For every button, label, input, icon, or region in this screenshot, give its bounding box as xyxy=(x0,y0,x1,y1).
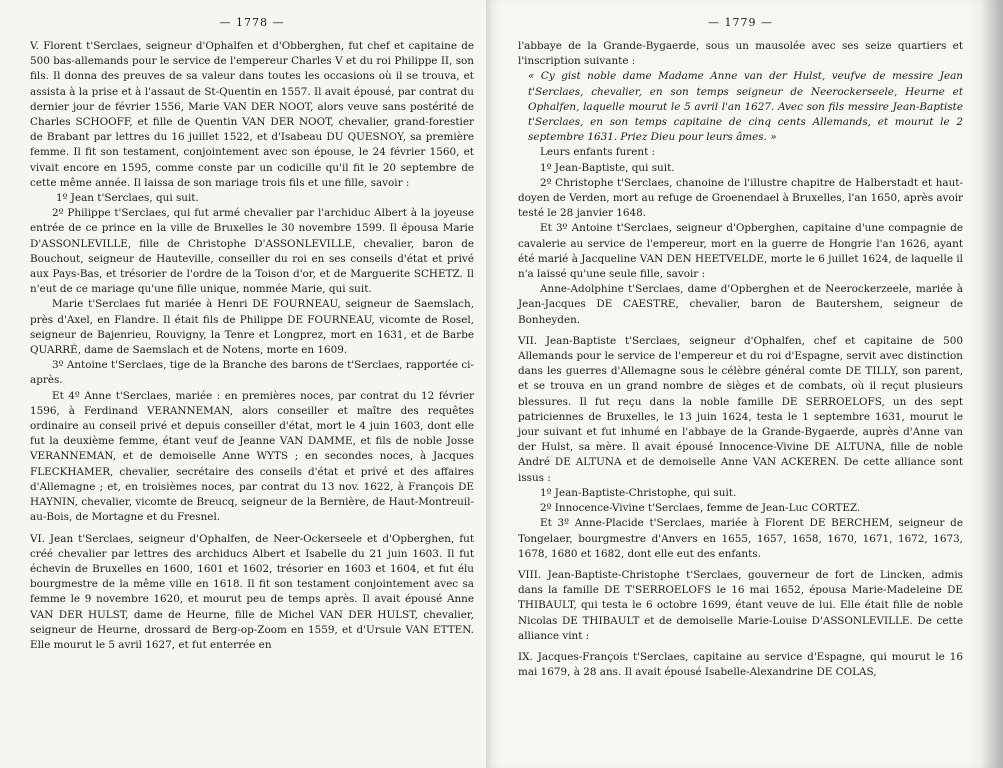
section-vii: VII. Jean-Baptiste t'Serclaes, seigneur d'Ophalfen, chef et capitaine de 500 Allemands pour le service de l'empereur et du roi d'Espagne, servit avec distinction dans les guerres d'Allemagne sous le célèbre général comte DE TILLY, son parent, et se trouva en un grand nombre de sièges et de combats, où il reçut plusieurs blessures. Il fut reçu dans la noble famille DE SERROELOFS, un des sept patriciennes de Bruxelles, le 13 juin 1624, testa le 1 septembre 1631, mourut le jour suivant et fut inhumé en l'abbaye de la Grande-Bygaerde, auprès d'Anne van der Hulst, sa mère. Il avait épousé Innocence-Vivine DE ALTUNA, fille de noble André DE ALTUNA et de demoiselle Anne VAN ACKEREN. De cette alliance sont issus : xyxy=(518,334,963,484)
anne-adolphine: Anne-Adolphine t'Serclaes, dame d'Opberghen et de Neerockerzeele, mariée à Jean-Jacques DE CAESTRE, chevalier, baron de Bautershem, seigneur de Bonheyden. xyxy=(518,283,963,326)
child-3: 3º Antoine t'Serclaes, tige de la Branche des barons de t'Serclaes, rapportée ci-après. xyxy=(30,359,474,387)
child-3: Et 3º Antoine t'Serclaes, seigneur d'Opberghen, capitaine d'une compagnie de cavalerie au service de l'empereur, mort en la guerre de Hongrie l'an 1626, ayant été marié à Jacqueline VAN DEN HEETVELDE, morte le 6 juillet 1624, de laquelle il n'a laissé qu'une seule fille, savoir : xyxy=(518,222,963,281)
page-number-left: — 1778 — xyxy=(219,16,285,29)
section-viii: VIII. Jean-Baptiste-Christophe t'Serclaes, gouverneur de fort de Lincken, admis dans la famille DE T'SERROELOFS le 16 mai 1652, épousa Marie-Madeleine DE THIBAULT, qui testa le 6 octobre 1699, étant veuve de lui. Elle était fille de noble Nicolas DE THIBAULT et de demoiselle Marie-Louise D'ASSONLEVILLE. De cette alliance vint : xyxy=(518,568,963,642)
children-intro: Leurs enfants furent : xyxy=(540,146,656,159)
epitaph-inscription: « Cy gist noble dame Madame Anne van der Hulst, veufve de messire Jean t'Serclaes, chevalier, en son temps seigneur de Neerockerseele, Heurne et Ophalfen, laquelle mourut le 5 avril l'an 1627. Avec son fils messire Jean-Baptiste t'Serclaes, en son temps capitaine de cinq cents Allemands, et mourut le 2 septembre 1631. Priez Dieu pour leurs âmes. » xyxy=(528,70,963,144)
right-page xyxy=(486,0,1003,768)
child-3: Et 3º Anne-Placide t'Serclaes, mariée à Florent DE BERCHEM, seigneur de Tongelaer, bourgmestre d'Anvers en 1655, 1657, 1658, 1670, 1671, 1672, 1673, 1678, 1680 et 1682, dont elle eut des enfants. xyxy=(518,517,963,560)
child-2: 2º Innocence-Vivine t'Serclaes, femme de Jean-Luc CORTEZ. xyxy=(540,502,861,515)
page-number-right: — 1779 — xyxy=(708,16,773,29)
child-2: 2º Philippe t'Serclaes, qui fut armé chevalier par l'archiduc Albert à la joyeuse entrée de ce prince en la ville de Bruxelles le 30 novembre 1599. Il épousa Marie D'ASSONLEVILLE, fille de Christophe D'ASSONLEVILLE, chevalier, baron de Bouchout, seigneur de Hauteville, conseiller du roi en ses conseils d'état et privé aux Pays-Bas, et trésorier de l'ordre de la Toison d'or, et de Marguerite SCHETZ. Il n'eut de ce mariage qu'une fille unique, nommée Marie, qui suit. xyxy=(30,207,474,296)
marie-paragraph: Marie t'Serclaes fut mariée à Henri DE FOURNEAU, seigneur de Saemslach, près d'Axel, en Flandre. Il était fils de Philippe DE FOURNEAU, vicomte de Rosel, seigneur de Bajenrieu, Rouvigny, la Tenre et Longprez, mort en 1631, et de Barbe QUARRÉ, dame de Saemslach et de Notens, morte en 1609. xyxy=(30,298,474,357)
left-page xyxy=(0,0,486,768)
child-4: Et 4º Anne t'Serclaes, mariée : en premières noces, par contrat du 12 février 1596, à Ferdinand VERANNEMAN, alors conseiller et maître des requêtes ordinaire au conseil privé et depuis conseiller d'état, mort le 4 juin 1603, dont elle fut la deuxième femme, étant veuf de Jeanne VAN DAMME, et fils de noble Josse VERANNEMAN, et de demoiselle Anne WYTS ; en secondes noces, à Jacques FLECKHAMER, chevalier, secrétaire des conseils d'état et privé et des affaires d'Allemagne ; et, en troisièmes noces, par contrat du 13 nov. 1622, à François DE HAYNIN, chevalier, vicomte de Breucq, seigneur de la Bernière, de Haut-Montreuil-au-Bois, de Mortagne et du Fresnel. xyxy=(30,389,474,524)
section-ix: IX. Jacques-François t'Serclaes, capitaine au service d'Espagne, qui mourut le 16 mai 1679, à 28 ans. Il avait épousé Isabelle-Alexandrine DE COLAS, xyxy=(518,650,963,679)
child-1: 1º Jean-Baptiste, qui suit. xyxy=(540,161,675,174)
section-v: V. Florent t'Serclaes, seigneur d'Ophalfen et d'Obberghen, fut chef et capitaine de 500 bas-allemands pour le service de l'empereur Charles V et du roi Philippe II, son fils. Il donna des preuves de sa valeur dans toutes les occasions où il se trouva, et assista à la prise et à l'assaut de St-Quentin en 1557. Il avait épousé, par contrat du dernier jour de février 1556, Marie VAN DER NOOT, alors veuve sans postérité de Charles SCHOOFF, et fille de Quentin VAN DER NOOT, chevalier, grand-forestier de Brabant par lettres du 16 juillet 1522, et d'Isabeau DU QUESNOY, sa première femme. Il fit son testament, conjointement avec son épouse, le 24 février 1560, et vivait encore en 1595, comme conste par un codicille qu'il fit le 20 septembre de cette même année. Il laissa de son mariage trois fils et une fille, savoir : xyxy=(30,40,474,189)
child-1: 1º Jean-Baptiste-Christophe, qui suit. xyxy=(540,486,737,499)
child-1: 1º Jean t'Serclaes, qui suit. xyxy=(56,192,199,205)
continuation: l'abbaye de la Grande-Bygaerde, sous un mausolée avec ses seize quartiers et l'inscription suivante : xyxy=(518,40,963,68)
child-2: 2º Christophe t'Serclaes, chanoine de l'illustre chapitre de Halberstadt et haut-doyen de Verden, mort au refuge de Groenendael à Bruxelles, l'an 1650, après avoir testé le 28 janvier 1648. xyxy=(518,176,963,220)
section-vi: VI. Jean t'Serclaes, seigneur d'Ophalfen, de Neer-Ockerseele et d'Opberghen, fut créé chevalier par lettres des archiducs Albert et Isabelle du 21 juin 1603. Il fut échevin de Bruxelles en 1600, 1601 et 1602, trésorier en 1603 et 1604, et fut élu bourgmestre de la même ville en 1618. Il fit son testament conjointement avec sa femme le 9 novembre 1620, et mourut peu de temps après. Il avait épousé Anne VAN DER HULST, dame de Heurne, fille de Michel VAN DER HULST, chevalier, seigneur de Heurne, drossard de Berg-op-Zoom en 1559, et d'Ursule VAN ETTEN. Elle mourut le 5 avril 1627, et fut enterrée en xyxy=(30,532,474,651)
